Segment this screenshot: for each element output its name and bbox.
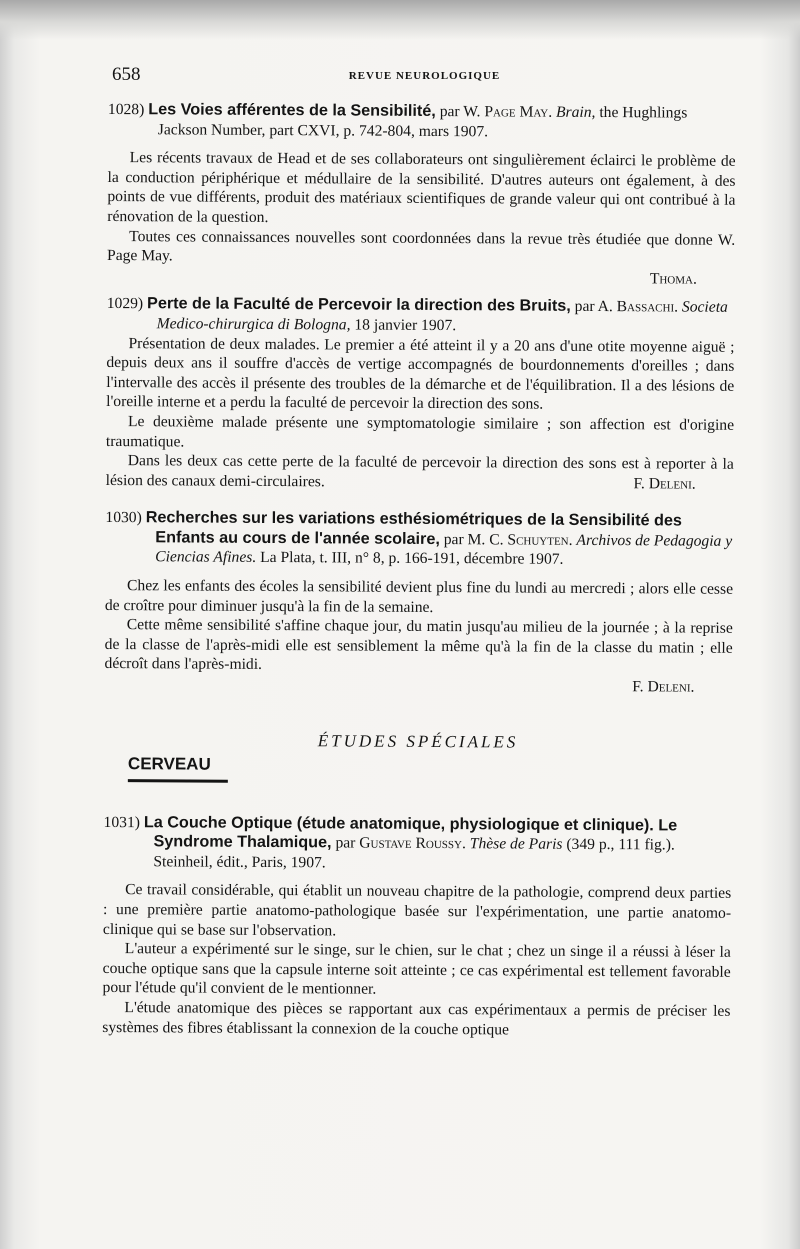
page-header bbox=[112, 64, 737, 88]
paragraph: Les récents travaux de Head et de ses collaborateurs ont singulièrement éclairci le problème de la conduction périphérique et médullaire de la sensibilité. D'autres auteurs ont également, à des points de vue différents, produit des matériaux scientifiques de grande valeur qui ont contribué à la rénovation de la question. bbox=[107, 149, 736, 226]
entry-title: La Couche Optique (étude anatomique, physiologique et clinique). Le Syndrome Thalamique, bbox=[143, 812, 678, 852]
author-name: Schuyten bbox=[507, 531, 569, 549]
entry-number: 1031) bbox=[103, 813, 141, 831]
paragraph bbox=[106, 451, 734, 494]
section-heading-area bbox=[104, 694, 733, 808]
citation-text: par M. C. bbox=[439, 530, 508, 549]
abstract-entry bbox=[102, 813, 731, 1041]
citation-text: par A. bbox=[570, 298, 617, 316]
abstract-entry bbox=[107, 100, 736, 289]
entry-number: 1030) bbox=[105, 509, 142, 527]
paragraph: Présentation de deux malades. Le premier a été atteint il y a 20 ans d'une otite moyenne aiguë ; depuis deux ans il souffre d'accès de vertige accompagnés de bourdonnements d'oreilles ; dans l'intervalle des accès il présente des troubles de la démarche et de l'équilibration. Il a des lésions de l'oreille interne et a perdu la faculté de percevoir la direction des sons. bbox=[106, 334, 735, 413]
citation-details: 18 janvier 1907. bbox=[350, 316, 457, 335]
page-content bbox=[102, 100, 736, 1041]
running-head: REVUE NEUROLOGIQUE bbox=[348, 70, 501, 82]
journal-name: Thèse de Paris bbox=[469, 835, 563, 854]
entry-heading bbox=[108, 100, 736, 143]
citation-details: La Plata, t. III, n° 8, p. 166-191, décembre 1907. bbox=[256, 549, 564, 569]
citation-text: par bbox=[331, 834, 360, 852]
journal-name: Archivos de Pedagogia y Ciencias Afines. bbox=[155, 531, 733, 567]
paragraph: Chez les enfants des écoles la sensibilité devient plus fine du lundi au mercredi ; alors elle cesse de croître pour diminuer jusqu'à la fin de la semaine. bbox=[104, 577, 734, 616]
scan-shadow bbox=[0, 0, 800, 40]
author-name: Gustave Roussy bbox=[359, 834, 463, 853]
author-name: Page May bbox=[484, 103, 549, 121]
journal-name: Societa Medico-chirurgica di Bologna, bbox=[156, 298, 728, 334]
citation-details: the Hughlings Jackson Number, part CXVI, p. 742-804, mars 1907. bbox=[157, 103, 688, 140]
citation-text: . bbox=[568, 531, 577, 549]
abstract-entry bbox=[106, 294, 735, 494]
entry-title: Recherches sur les variations esthésiométriques de la Sensibilité des Enfants au cours de l'année scolaire, bbox=[145, 508, 683, 548]
citation-text: . bbox=[674, 298, 682, 316]
entry-heading bbox=[105, 508, 733, 571]
entry-heading bbox=[107, 294, 735, 337]
paragraph: L'étude anatomique des pièces se rapportant aux cas expérimentaux a permis de préciser les systèmes des fibres établissant la connexion de la couche optique bbox=[102, 999, 731, 1039]
citation-details: (349 p., 111 fig.). Steinheil, édit., Paris, 1907. bbox=[153, 836, 675, 872]
entry-number: 1029) bbox=[106, 295, 144, 313]
reviewer-signature: Thoma. bbox=[649, 270, 697, 288]
page-number: 658 bbox=[112, 64, 141, 85]
entry-heading bbox=[103, 813, 731, 876]
author-name: Bassachi bbox=[616, 298, 675, 316]
section-title: ÉTUDES SPÉCIALES bbox=[317, 730, 519, 752]
paragraph: Le deuxième malade présente une symptomatologie similaire ; son affection est d'origine traumatique. bbox=[105, 413, 735, 450]
entry-title: Perte de la Faculté de Percevoir la direction des Bruits, bbox=[146, 294, 571, 316]
entry-number: 1028) bbox=[107, 100, 145, 119]
entry-title: Les Voies afférentes de la Sensibilité, bbox=[148, 100, 436, 121]
paragraph: Toutes ces connaissances nouvelles sont coordonnées dans la revue très étudiée que donne W. Page May. bbox=[106, 227, 736, 265]
reviewer-signature: F. Deleni. bbox=[633, 474, 696, 493]
subsection-title: CERVEAU bbox=[128, 754, 228, 783]
paragraph: Cette même sensibilité s'affine chaque jour, du matin jusqu'au milieu de la journée ; à la reprise de la classe de l'après-midi elle est sensiblement la même qu'à la fin de la classe du matin ; elle décroît dans l'après-midi. bbox=[104, 616, 733, 674]
citation-text: . bbox=[461, 835, 470, 853]
paragraph: Ce travail considérable, qui établit un nouveau chapitre de la pathologie, comprend deux parties : une première partie anatomo-pathologique basée sur l'expérimentation, une partie anatomo-clinique qui se base sur l'observation. bbox=[102, 881, 732, 940]
paragraph-text: Dans les deux cas cette perte de la faculté de percevoir la direction des sons est à reporter à la lésion des canaux demi-circulaires. bbox=[105, 452, 734, 491]
journal-name: Brain, bbox=[556, 103, 596, 121]
paragraph: L'auteur a expérimenté sur le singe, sur le chien, sur le chat ; chez un singe il a réussi à léser la couche optique sans que la capsule interne soit atteinte ; ce cas expérimental est tellement favorable pour l'étude qu'il convient de le mentionner. bbox=[102, 940, 731, 999]
abstract-entry bbox=[104, 508, 733, 697]
reviewer-signature: F. Deleni. bbox=[632, 678, 695, 696]
citation-text: par W. bbox=[435, 103, 485, 121]
citation-text: . bbox=[548, 103, 557, 121]
